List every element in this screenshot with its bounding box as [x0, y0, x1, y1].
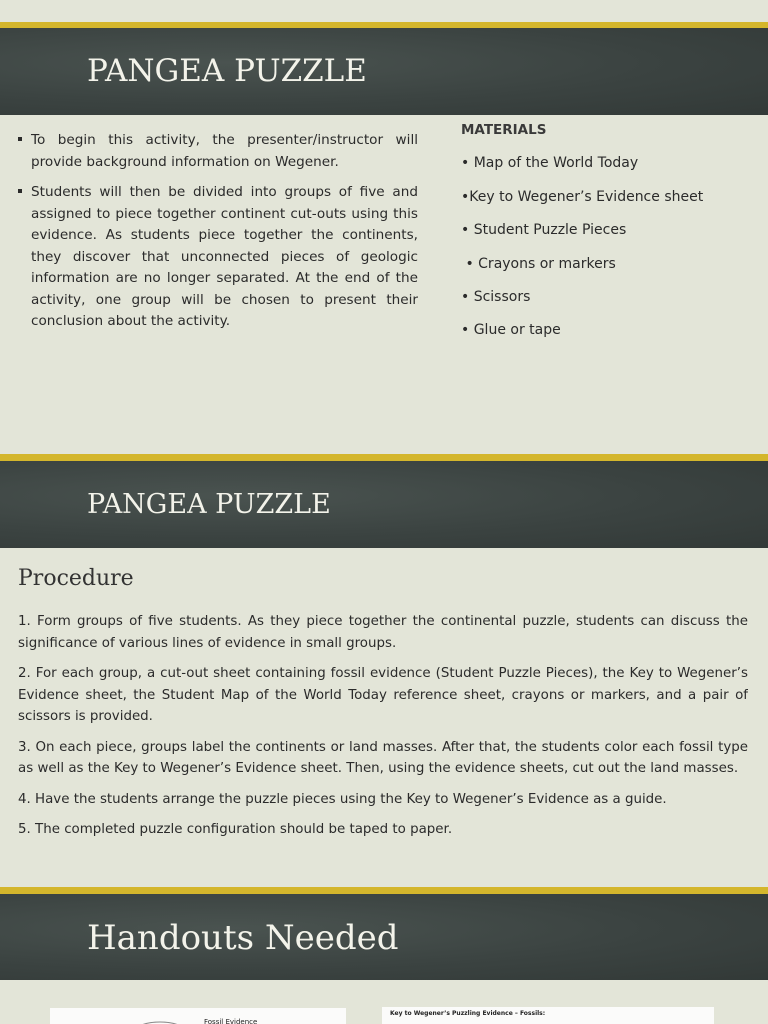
slide-handouts — [0, 880, 768, 1024]
handout-title: Fossil Evidence — [204, 1018, 258, 1024]
material-item: • Scissors — [461, 288, 531, 305]
materials-list — [461, 153, 761, 340]
material-item: • Student Puzzle Pieces — [461, 222, 627, 239]
material-item: • Glue or tape — [461, 322, 561, 339]
procedure-steps — [18, 611, 748, 866]
handout-title: Key to Wegener’s Puzzling Evidence – Fossils: — [390, 1010, 546, 1017]
handout-globe-icon — [130, 1018, 190, 1024]
bullet-item: To begin this activity, the presenter/instructor will provide background information on Wegener. — [18, 130, 418, 173]
handout-fossil-evidence — [50, 1008, 346, 1024]
procedure-step: 4. Have the students arrange the puzzle pieces using the Key to Wegener’s Evidence as a guide. — [18, 791, 667, 807]
accent-bar — [0, 454, 768, 461]
material-item: • Map of the World Today — [461, 155, 639, 172]
materials-panel — [461, 120, 761, 340]
slide-pangea-intro — [0, 0, 768, 440]
slide-title: PANGEA PUZZLE — [87, 53, 367, 89]
title-banner — [0, 894, 768, 980]
materials-heading: MATERIALS — [461, 122, 547, 138]
handout-key-evidence — [382, 1007, 714, 1024]
material-item: •Key to Wegener’s Evidence sheet — [461, 188, 704, 205]
title-banner — [0, 461, 768, 548]
intro-bullet-list — [18, 130, 418, 342]
slide-title: Handouts Needed — [87, 918, 399, 958]
bullet-item: Students will then be divided into groups of five and assigned to piece together continent cut-outs using this evidence. As students piece together the continents, they discover that unconnected pieces of geologic information are no longer separated. At the end of the activity, one group will be chosen to present their conclusion about the activity. — [18, 182, 418, 333]
accent-bar — [0, 887, 768, 894]
procedure-step: 5. The completed puzzle configuration should be taped to paper. — [18, 822, 453, 837]
material-item: • Crayons or markers — [461, 255, 616, 272]
title-banner — [0, 28, 768, 115]
slide-title: PANGEA PUZZLE — [87, 489, 331, 520]
procedure-step: 2. For each group, a cut-out sheet containing fossil evidence (Student Puzzle Pieces), the Key to Wegener’s Evidence sheet, the Student Map of the World Today reference sheet, crayons or markers, and a pair of scissors is provided. — [18, 666, 748, 724]
procedure-step: 3. On each piece, groups label the continents or land masses. After that, the students color each fossil type as well as the Key to Wegener’s Evidence sheet. Then, using the evidence sheets, cut out the land masses. — [18, 739, 748, 776]
procedure-heading: Procedure — [18, 566, 134, 591]
procedure-step: 1. Form groups of five students. As they piece together the continental puzzle, students can discuss the significance of various lines of evidence in small groups. — [18, 614, 748, 651]
